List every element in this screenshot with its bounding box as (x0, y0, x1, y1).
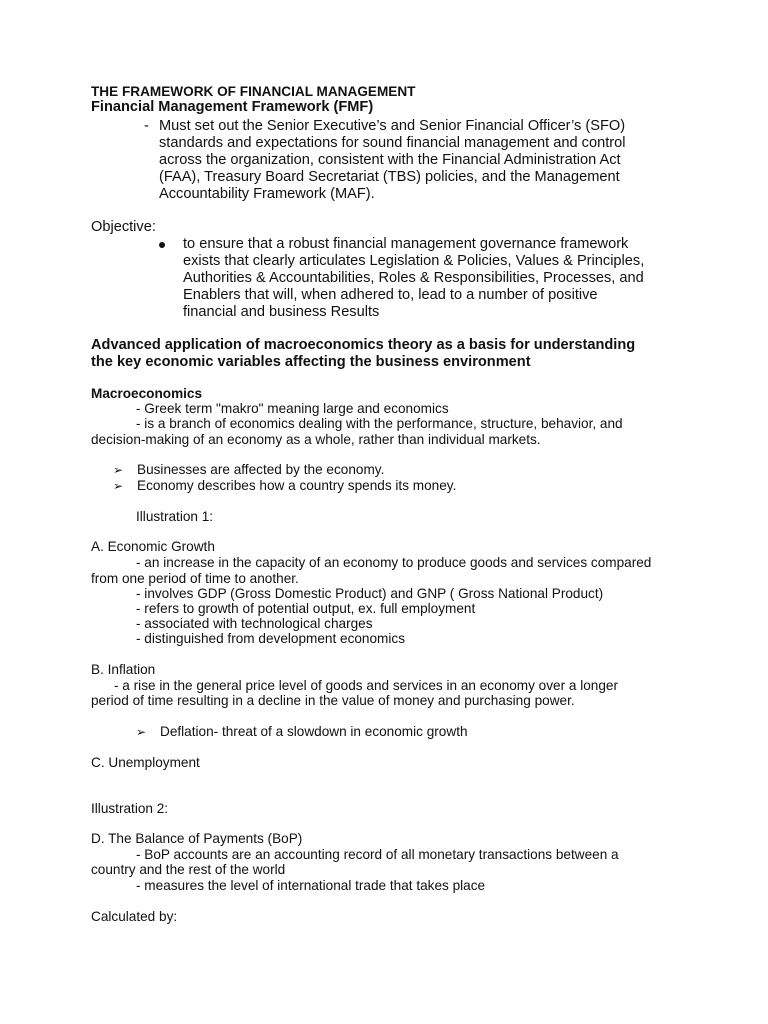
fmf-line: Accountability Framework (MAF). (159, 186, 375, 202)
arrow-bullet-icon: ➢ (113, 479, 124, 493)
macro-definition: - is a branch of economics dealing with the performance, structure, behavior, and (136, 416, 623, 431)
macro-definition: decision-making of an economy as a whole, rather than individual markets. (91, 432, 541, 447)
inflation-arrow-item: Deflation- threat of a slowdown in economic growth (160, 724, 468, 739)
objective-label: Objective: (91, 219, 156, 235)
objective-line: to ensure that a robust financial management governance framework (183, 236, 629, 252)
macro-arrow-item: Businesses are affected by the economy. (137, 462, 385, 477)
fmf-line: across the organization, consistent with the Financial Administration Act (159, 152, 621, 168)
inflation-definition: - a rise in the general price level of goods and services in an economy over a longer (114, 678, 619, 693)
bop-definition: - measures the level of international trade that takes place (136, 878, 486, 893)
objective-line: Enablers that will, when adhered to, lead to a number of positive (183, 287, 598, 303)
growth-item: - involves GDP (Gross Domestic Product) and GNP ( Gross National Product) (136, 586, 604, 601)
fmf-line: standards and expectations for sound financial management and control (159, 135, 626, 151)
inflation-heading: B. Inflation (91, 662, 156, 677)
arrow-bullet-icon: ➢ (136, 725, 147, 739)
macro-heading: Macroeconomics (91, 386, 203, 401)
section-heading: the key economic variables affecting the business environment (91, 354, 531, 370)
calculated-label: Calculated by: (91, 909, 178, 924)
arrow-bullet-icon: ➢ (113, 463, 124, 477)
illustration-label: Illustration 1: (136, 509, 214, 524)
bop-definition: - BoP accounts are an accounting record of all monetary transactions between a (136, 847, 619, 862)
macro-arrow-item: Economy describes how a country spends its money. (137, 478, 457, 493)
fmf-line: (FAA), Treasury Board Secretariat (TBS) policies, and the Management (159, 169, 620, 185)
macro-definition: - Greek term "makro" meaning large and economics (136, 401, 449, 416)
growth-definition: - an increase in the capacity of an economy to produce goods and services compared (136, 555, 652, 570)
objective-line: Authorities & Accountabilities, Roles & Responsibilities, Processes, and (183, 270, 644, 286)
document-title: THE FRAMEWORK OF FINANCIAL MANAGEMENT (91, 84, 416, 99)
objective-line: exists that clearly articulates Legislation & Policies, Values & Principles, (183, 253, 645, 269)
illustration-label: Illustration 2: (91, 801, 169, 816)
objective-line: financial and business Results (183, 304, 380, 320)
growth-item: - distinguished from development economics (136, 631, 405, 646)
bop-definition: country and the rest of the world (91, 862, 286, 877)
growth-item: - refers to growth of potential output, ex. full employment (136, 601, 476, 616)
fmf-dash: - (144, 118, 149, 134)
fmf-line: Must set out the Senior Executive’s and Senior Financial Officer’s (SFO) (159, 118, 626, 134)
round-bullet-icon (159, 242, 165, 248)
growth-heading: A. Economic Growth (91, 539, 215, 554)
fmf-heading: Financial Management Framework (FMF) (91, 99, 374, 115)
growth-item: - associated with technological charges (136, 616, 373, 631)
bop-heading: D. The Balance of Payments (BoP) (91, 831, 303, 846)
inflation-definition: period of time resulting in a decline in the value of money and purchasing power. (91, 693, 575, 708)
unemployment-heading: C. Unemployment (91, 755, 200, 770)
section-heading: Advanced application of macroeconomics theory as a basis for understanding (91, 337, 636, 353)
growth-definition: from one period of time to another. (91, 571, 299, 586)
